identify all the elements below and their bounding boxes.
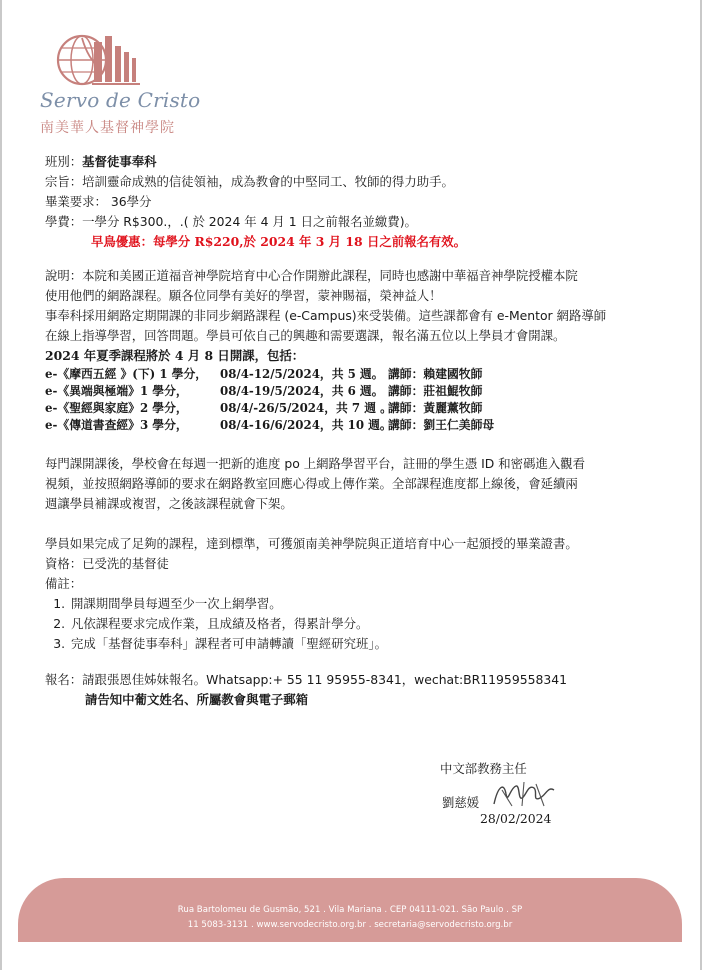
signer-title: 中文部教務主任 <box>440 761 527 776</box>
description-line: 使用他們的網路課程。願各位同學有美好的學習，蒙神賜福，榮神益人！ <box>45 288 442 303</box>
note-item: 3. 完成「基督徒事奉科」課程者可申請轉讀「聖經研究班」。 <box>69 634 665 654</box>
early-bird-line <box>45 232 665 252</box>
notes-label: 備註： <box>45 576 83 591</box>
globe-book-icon <box>52 28 142 90</box>
summer-heading: 2024 年夏季課程將於 4 月 8 日開課，包括： <box>45 348 305 363</box>
course-name: e-《傳道書查經》3 學分， <box>45 418 188 432</box>
class-line <box>45 152 665 172</box>
logo-chinese-name: 南美華人基督神學院 <box>40 120 175 136</box>
logo-name: Servo de Cristo <box>40 88 201 112</box>
course-teacher: 講師：黃麗薰牧師 <box>388 401 483 415</box>
notes-list <box>45 594 665 654</box>
course-name: e-《異端與極端》1 學分， <box>45 384 188 398</box>
process-line: 週讓學員補課或複習，之後該課程就會下架。 <box>45 496 293 511</box>
course-item <box>45 366 665 383</box>
course-dates: 08/4-19/5/2024，共 6 週。 <box>220 384 384 398</box>
note-item: 2. 凡依課程要求完成作業，且成績及格者，得累計學分。 <box>69 614 665 634</box>
class-value: 基督徒事奉科 <box>82 154 157 169</box>
school-logo <box>40 28 200 138</box>
handwritten-signature-icon <box>488 776 558 812</box>
process-line: 視頻，並按照網路導師的要求在網路教室回應心得或上傳作業。全部課程進度都上線後，會延續兩 <box>45 476 578 491</box>
course-name: e-《摩西五經 》(下) 1 學分， <box>45 367 208 381</box>
purpose-line: 宗旨：培訓靈命成熟的信徒領袖，成為教會的中堅同工、牧師的得力助手。 <box>45 174 454 189</box>
course-item <box>45 400 665 417</box>
process-line: 每門課開課後，學校會在每週一把新的進度 po 上網路學習平台，註冊的學生憑 ID 和密碼進入觀看 <box>45 456 586 471</box>
contact-info-request: 請告知中葡文姓名、所屬教會與電子郵箱 <box>85 692 309 707</box>
course-item <box>45 383 665 400</box>
page-edge-left <box>0 0 2 970</box>
note-item: 1. 開課期間學員每週至少一次上網學習。 <box>69 594 665 614</box>
description-line: 在線上指導學習，回答問題。學員可依自己的興趣和需要選課，報名滿五位以上學員才會開課。 <box>45 328 566 343</box>
class-label: 班別： <box>45 154 83 169</box>
footer-contact: 11 5083-3131 . www.servodecristo.org.br . secretaria@servodecristo.org.br <box>187 920 513 930</box>
early-bird-text: ：每學分 R$220,於 2024 年 3 月 18 日之前報名有效。 <box>140 234 467 249</box>
description-line: 說明：本院和美國正道福音神學院培育中心合作開辦此課程，同時也感謝中華福音神學院授權本院 <box>45 268 578 283</box>
course-teacher: 講師：劉王仁美師母 <box>388 418 495 432</box>
document-body <box>45 152 665 710</box>
certificate-line: 學員如果完成了足夠的課程，達到標準，可獲頒南美神學院與正道培育中心一起頒授的畢業證書。 <box>45 536 578 551</box>
description-line: 事奉科採用網路定期開課的非同步網路課程 (e-Campus)來受裝備。這些課都會有 e-Mentor 網路導師 <box>45 308 607 323</box>
footer-address: Rua Bartolomeu de Gusmão, 521 . Vila Mariana . CEP 04111-021. São Paulo . SP <box>177 905 523 915</box>
course-dates: 08/4-16/6/2024，共 10 週。 <box>220 418 392 432</box>
signer-name: 劉慈媛 <box>442 795 480 810</box>
course-dates: 08/4/-26/5/2024，共 7 週 。 <box>220 401 392 415</box>
course-dates: 08/4-12/5/2024，共 5 週。 <box>220 367 384 381</box>
course-teacher: 講師：莊祖鯤牧師 <box>388 384 483 398</box>
graduation-line: 畢業要求： 36學分 <box>45 194 152 209</box>
contact-line: 報名：請跟張恩佳姊妹報名。Whatsapp:+ 55 11 95955-8341，wechat:BR11959558341 <box>45 672 568 687</box>
footer-band <box>18 878 682 942</box>
course-teacher: 講師：賴建國牧師 <box>388 367 483 381</box>
qualification-line: 資格：已受洗的基督徒 <box>45 556 169 571</box>
signature-date: 28/02/2024 <box>480 811 552 826</box>
course-list <box>45 366 665 434</box>
course-name: e-《聖經與家庭》2 學分， <box>45 401 188 415</box>
early-bird-label: 早鳥優惠 <box>91 234 141 249</box>
fee-line: 學費：一學分 R$300.，.( 於 2024 年 4 月 1 日之前報名並繳費)。 <box>45 214 417 229</box>
course-item <box>45 417 665 434</box>
